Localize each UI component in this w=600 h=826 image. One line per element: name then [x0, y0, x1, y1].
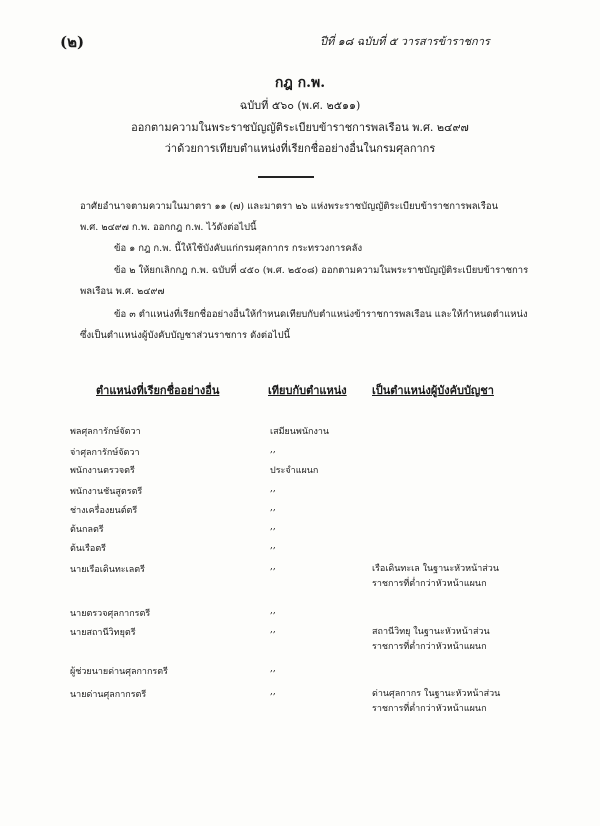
position-name-cell: ต้นเรือตรี	[70, 544, 106, 554]
equivalent-cell: ,,	[270, 522, 276, 532]
regulation-title: กฎ ก.พ.	[274, 75, 326, 91]
position-name-cell: พลศุลการักษ์จัตวา	[70, 427, 141, 437]
supervisor-cell: เรือเดินทะเล ในฐานะหัวหน้าส่วน ราชการที่ต่ำกว่าหัวหน้าแผนก	[372, 564, 499, 589]
position-name-cell: นายตรวจศุลกากรตรี	[70, 609, 151, 619]
equivalent-cell: ,,	[270, 606, 276, 616]
equivalent-cell: ,,	[270, 445, 276, 455]
position-name-cell: พนักงานชันสูตรตรี	[70, 487, 143, 497]
regulation-number: ฉบับที่ ๕๖๐ (พ.ศ. ๒๕๑๑)	[239, 99, 361, 112]
position-name-cell: นายด่านศุลกากรตรี	[70, 690, 147, 700]
regulation-subject: ว่าด้วยการเทียบตำแหน่งที่เรียกชื่ออย่างอื่นในกรมศุลกากร	[164, 142, 436, 155]
supervisor-cell: ด่านศุลกากร ในฐานะหัวหน้าส่วน ราชการที่ต่ำกว่าหัวหน้าแผนก	[372, 689, 501, 714]
article-2-line-2: พลเรือน พ.ศ. ๒๔๙๗	[80, 286, 165, 297]
position-name-cell: ช่างเครื่องยนต์ตรี	[70, 506, 138, 516]
title-divider	[258, 176, 314, 178]
article-3-line-2: ซึ่งเป็นตำแหน่งผู้บังคับบัญชาส่วนราชการ ดังต่อไปนี้	[80, 330, 291, 341]
page-number: (๒)	[60, 33, 85, 51]
equivalent-cell: ,,	[270, 541, 276, 551]
preamble-line-1: อาศัยอำนาจตามความในมาตรา ๑๑ (๗) และมาตรา ๒๖ แห่งพระราชบัญญัติระเบียบข้าราชการพลเรือน	[80, 201, 499, 212]
equivalent-cell: ,,	[270, 562, 276, 572]
equivalent-cell: ประจำแผนก	[270, 466, 319, 476]
equivalent-cell: ,,	[270, 484, 276, 494]
running-header: ปีที่ ๑๘ ฉบับที่ ๕ วารสารข้าราชการ	[320, 35, 490, 48]
equivalent-cell: เสมียนพนักงาน	[270, 427, 330, 437]
supervisor-cell: สถานีวิทยุ ในฐานะหัวหน้าส่วน ราชการที่ต่ำกว่าหัวหน้าแผนก	[372, 627, 490, 652]
position-name-cell: ผู้ช่วยนายด่านศุลกากรตรี	[70, 667, 168, 677]
equivalent-cell: ,,	[270, 664, 276, 674]
equivalent-cell: ,,	[270, 687, 276, 697]
regulation-authority: ออกตามความในพระราชบัญญัติระเบียบข้าราชการพลเรือน พ.ศ. ๒๔๙๗	[131, 121, 469, 134]
position-name-cell: นายเรือเดินทะเลตรี	[70, 565, 145, 575]
equivalent-cell: ,,	[270, 503, 276, 513]
position-name-cell: พนักงานตรวจตรี	[70, 466, 135, 476]
position-name-cell: จ่าศุลการักษ์จัตวา	[70, 448, 140, 458]
position-name-cell: ต้นกลตรี	[70, 525, 104, 535]
equivalent-cell: ,,	[270, 625, 276, 635]
article-3-line-1: ข้อ ๓ ตำแหน่งที่เรียกชื่ออย่างอื่นให้กำหนดเทียบกับตำแหน่งข้าราชการพลเรือน และให้กำหนดตำแหน่ง	[114, 309, 528, 320]
position-name-cell: นายสถานีวิทยุตรี	[70, 628, 136, 638]
article-2-line-1: ข้อ ๒ ให้ยกเลิกกฎ ก.พ. ฉบับที่ ๔๕๐ (พ.ศ. ๒๕๐๘) ออกตามความในพระราชบัญญัติระเบียบข้าราชการ	[114, 265, 529, 276]
column-header-position-name: ตำแหน่งที่เรียกชื่ออย่างอื่น	[96, 384, 220, 397]
column-header-supervisor: เป็นตำแหน่งผู้บังคับบัญชา	[372, 384, 494, 397]
column-header-equivalent: เทียบกับตำแหน่ง	[268, 384, 347, 397]
preamble-line-2: พ.ศ. ๒๔๙๗ ก.พ. ออกกฎ ก.พ. ไว้ดังต่อไปนี้	[80, 222, 257, 233]
article-1: ข้อ ๑ กฎ ก.พ. นี้ให้ใช้บังคับแก่กรมศุลกากร กระทรวงการคลัง	[114, 243, 363, 254]
